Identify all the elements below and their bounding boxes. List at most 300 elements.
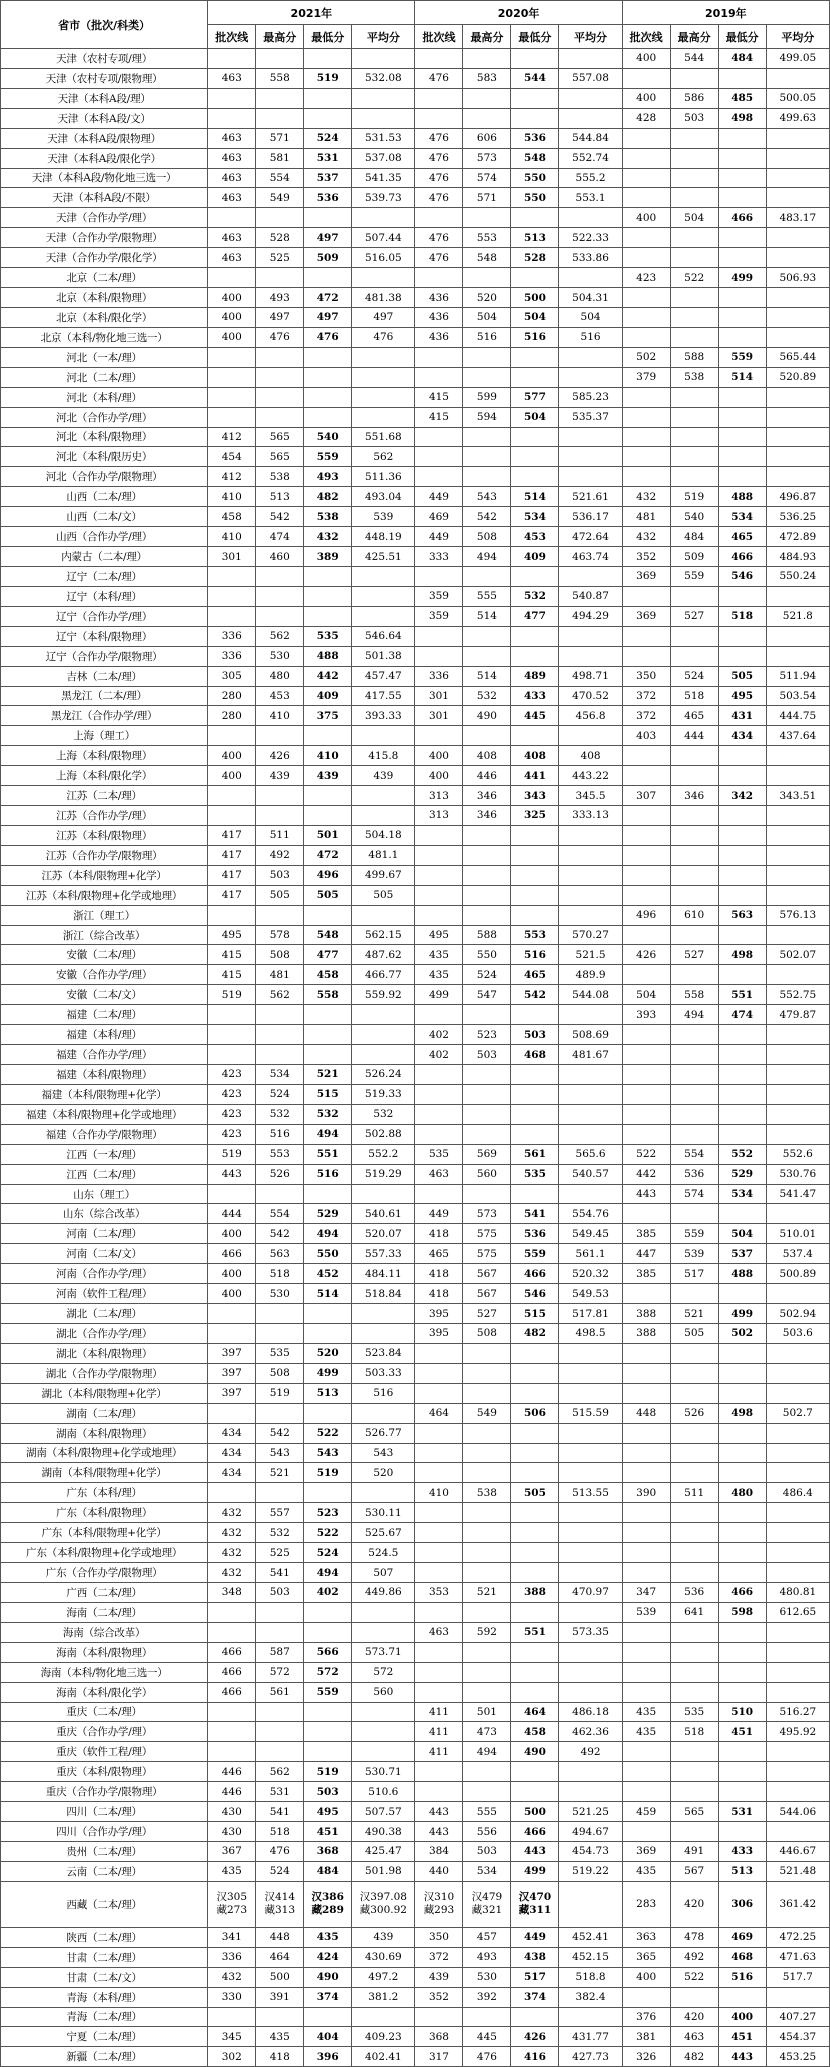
region-cell: 安徽（二本/理）	[1, 945, 208, 965]
batch-line-cell: 435	[208, 1861, 256, 1881]
min-score-cell	[718, 1782, 766, 1802]
max-score-cell: 610	[670, 905, 718, 925]
min-score-cell: 536	[304, 188, 352, 208]
batch-line-cell: 415	[415, 387, 463, 407]
avg-score-cell: 565.6	[559, 1144, 622, 1164]
table-row	[1, 1104, 830, 1124]
min-score-cell	[718, 1363, 766, 1383]
min-score-cell: 409	[511, 547, 559, 567]
table-row	[1, 1084, 830, 1104]
max-score-cell: 558	[256, 68, 304, 88]
min-score-cell: 538	[304, 507, 352, 527]
max-score-cell	[670, 1662, 718, 1682]
batch-line-cell: 400	[415, 746, 463, 766]
avg-score-cell	[559, 885, 622, 905]
batch-line-cell	[622, 1523, 670, 1543]
max-score-cell: 542	[256, 1423, 304, 1443]
table-row	[1, 68, 830, 88]
max-score-cell	[256, 905, 304, 925]
max-score-cell: 494	[670, 1005, 718, 1025]
subheader-avg-score: 平均分	[352, 25, 415, 49]
max-score-cell	[670, 766, 718, 786]
batch-line-cell: 365	[622, 1947, 670, 1967]
min-score-cell: 514	[511, 487, 559, 507]
avg-score-cell: 431.77	[559, 2027, 622, 2047]
avg-score-cell: 540.57	[559, 1164, 622, 1184]
batch-line-cell	[415, 1762, 463, 1782]
min-score-cell: 451	[718, 2027, 766, 2047]
batch-line-cell	[208, 1025, 256, 1045]
max-score-cell	[463, 2007, 511, 2027]
avg-score-cell	[766, 248, 829, 268]
max-score-cell	[463, 1463, 511, 1483]
max-score-cell: 473	[463, 1722, 511, 1742]
min-score-cell	[511, 1005, 559, 1025]
batch-line-cell: 443	[208, 1164, 256, 1184]
avg-score-cell: 525.67	[352, 1523, 415, 1543]
max-score-cell: 572	[256, 1662, 304, 1682]
min-score-cell: 497	[304, 228, 352, 248]
region-cell: 吉林（二本/理）	[1, 666, 208, 686]
max-score-cell: 526	[256, 1164, 304, 1184]
min-score-cell: 548	[511, 148, 559, 168]
batch-line-cell	[208, 1602, 256, 1622]
min-score-cell: 515	[511, 1304, 559, 1324]
min-score-cell: 515	[304, 1084, 352, 1104]
min-score-cell	[511, 2007, 559, 2027]
batch-line-cell	[622, 646, 670, 666]
max-score-cell: 500	[256, 1967, 304, 1987]
batch-line-cell	[208, 726, 256, 746]
max-score-cell: 525	[256, 1543, 304, 1563]
table-row	[1, 1383, 830, 1403]
avg-score-cell	[766, 1662, 829, 1682]
region-cell: 福建（本科/限物理+化学或地理）	[1, 1104, 208, 1124]
region-cell: 福建（本科/限物理）	[1, 1065, 208, 1085]
batch-line-cell: 415	[415, 407, 463, 427]
max-score-cell: 565	[256, 427, 304, 447]
min-score-cell: 518	[718, 606, 766, 626]
avg-score-cell: 499.05	[766, 49, 829, 69]
max-score-cell: 501	[463, 1702, 511, 1722]
region-cell: 天津（合作办学/限物理）	[1, 228, 208, 248]
batch-line-cell: 385	[622, 1224, 670, 1244]
table-row	[1, 1762, 830, 1782]
avg-score-cell	[352, 1622, 415, 1642]
batch-line-cell: 359	[415, 606, 463, 626]
region-cell: 福建（合作办学/限物理）	[1, 1124, 208, 1144]
table-row	[1, 1005, 830, 1025]
min-score-cell: 551	[304, 1144, 352, 1164]
max-score-cell	[463, 467, 511, 487]
avg-score-cell: 502.94	[766, 1304, 829, 1324]
avg-score-cell: 524.5	[352, 1543, 415, 1563]
batch-line-cell: 395	[415, 1304, 463, 1324]
max-score-cell: 536	[670, 1164, 718, 1184]
avg-score-cell: 497	[352, 307, 415, 327]
min-score-cell: 488	[718, 487, 766, 507]
max-score-cell: 509	[670, 547, 718, 567]
min-score-cell: 532	[304, 1104, 352, 1124]
min-score-cell: 550	[511, 168, 559, 188]
batch-line-cell: 400	[208, 766, 256, 786]
avg-score-cell: 519.29	[352, 1164, 415, 1184]
max-score-cell	[670, 467, 718, 487]
min-score-cell	[511, 1343, 559, 1363]
max-score-cell	[463, 845, 511, 865]
min-score-cell	[511, 1084, 559, 1104]
region-cell: 山西（二本/理）	[1, 487, 208, 507]
region-cell: 湖南（本科/限物理+化学）	[1, 1463, 208, 1483]
table-row	[1, 1324, 830, 1344]
avg-score-cell: 381.2	[352, 1987, 415, 2007]
avg-score-cell	[559, 347, 622, 367]
max-score-cell	[256, 108, 304, 128]
avg-score-cell	[766, 746, 829, 766]
batch-line-cell	[208, 566, 256, 586]
region-cell: 天津（本科A段/物化地三选一）	[1, 168, 208, 188]
min-score-cell: 535	[511, 1164, 559, 1184]
min-score-cell	[718, 885, 766, 905]
table-row	[1, 208, 830, 228]
table-row	[1, 865, 830, 885]
avg-score-cell: 570.27	[559, 925, 622, 945]
max-score-cell: 392	[463, 1987, 511, 2007]
avg-score-cell	[352, 1702, 415, 1722]
avg-score-cell: 393.33	[352, 706, 415, 726]
batch-line-cell	[415, 1383, 463, 1403]
max-score-cell	[256, 1304, 304, 1324]
max-score-cell: 538	[256, 467, 304, 487]
max-score-cell: 559	[670, 566, 718, 586]
max-score-cell: 531	[256, 1782, 304, 1802]
avg-score-cell	[352, 208, 415, 228]
batch-line-cell: 305	[208, 666, 256, 686]
max-score-cell: 522	[670, 1967, 718, 1987]
min-score-cell	[511, 1184, 559, 1204]
max-score-cell	[256, 1483, 304, 1503]
max-score-cell: 520	[463, 288, 511, 308]
max-score-cell: 530	[463, 1967, 511, 1987]
region-cell: 北京（本科/限物理）	[1, 288, 208, 308]
batch-line-cell	[208, 1184, 256, 1204]
batch-line-cell: 400	[415, 766, 463, 786]
max-score-cell	[670, 965, 718, 985]
batch-line-cell	[622, 128, 670, 148]
batch-line-cell: 400	[208, 327, 256, 347]
region-cell: 湖北（二本/理）	[1, 1304, 208, 1324]
min-score-cell: 466	[511, 1822, 559, 1842]
batch-line-cell: 417	[208, 865, 256, 885]
region-cell: 江苏（二本/理）	[1, 786, 208, 806]
batch-line-cell	[622, 1343, 670, 1363]
region-cell: 河南（二本/文）	[1, 1244, 208, 1264]
avg-score-cell: 425.51	[352, 547, 415, 567]
max-score-cell: 476	[256, 327, 304, 347]
avg-score-cell	[766, 188, 829, 208]
batch-line-cell: 430	[208, 1802, 256, 1822]
table-row	[1, 2007, 830, 2027]
avg-score-cell: 549.45	[559, 1224, 622, 1244]
table-row	[1, 327, 830, 347]
max-score-cell	[256, 786, 304, 806]
min-score-cell	[718, 387, 766, 407]
avg-score-cell	[352, 905, 415, 925]
max-score-cell	[256, 586, 304, 606]
min-score-cell: 516	[511, 327, 559, 347]
region-cell: 北京（本科/物化地三选一）	[1, 327, 208, 347]
batch-line-cell: 423	[622, 268, 670, 288]
batch-line-cell: 464	[415, 1403, 463, 1423]
table-row	[1, 1304, 830, 1324]
min-score-cell: 500	[511, 288, 559, 308]
min-score-cell	[511, 1602, 559, 1622]
min-score-cell: 482	[304, 487, 352, 507]
batch-line-cell	[622, 447, 670, 467]
avg-score-cell: 502.07	[766, 945, 829, 965]
avg-score-cell	[352, 387, 415, 407]
avg-score-cell	[766, 1503, 829, 1523]
min-score-cell: 520	[304, 1343, 352, 1363]
min-score-cell: 400	[718, 2007, 766, 2027]
max-score-cell: 524	[670, 666, 718, 686]
table-row	[1, 766, 830, 786]
subheader-min-score: 最低分	[511, 25, 559, 49]
min-score-cell: 499	[718, 1304, 766, 1324]
min-score-cell: 443	[718, 2047, 766, 2067]
avg-score-cell	[559, 1084, 622, 1104]
min-score-cell	[718, 1124, 766, 1144]
max-score-cell: 503	[463, 1841, 511, 1861]
table-row	[1, 1264, 830, 1284]
batch-line-cell	[622, 427, 670, 447]
subheader-batch-line: 批次线	[208, 25, 256, 49]
avg-score-cell	[352, 566, 415, 586]
batch-line-cell	[415, 1065, 463, 1085]
max-score-cell: 524	[463, 965, 511, 985]
max-score-cell: 484	[670, 527, 718, 547]
region-cell: 重庆（二本/理）	[1, 1702, 208, 1722]
batch-line-cell: 400	[622, 88, 670, 108]
max-score-cell: 505	[670, 1324, 718, 1344]
min-score-cell	[718, 865, 766, 885]
min-score-cell: 343	[511, 786, 559, 806]
batch-line-cell: 410	[415, 1483, 463, 1503]
min-score-cell	[304, 566, 352, 586]
table-row	[1, 49, 830, 69]
max-score-cell: 532	[256, 1523, 304, 1543]
avg-score-cell: 457.47	[352, 666, 415, 686]
avg-score-cell	[352, 786, 415, 806]
max-score-cell	[256, 1722, 304, 1742]
max-score-cell: 562	[256, 985, 304, 1005]
avg-score-cell: 502.88	[352, 1124, 415, 1144]
max-score-cell: 524	[256, 1861, 304, 1881]
region-cell: 山东（综合改革）	[1, 1204, 208, 1224]
max-score-cell: 521	[670, 1304, 718, 1324]
max-score-cell	[670, 1563, 718, 1583]
min-score-cell: 504	[511, 407, 559, 427]
table-row	[1, 527, 830, 547]
min-score-cell: 441	[511, 766, 559, 786]
avg-score-cell	[352, 367, 415, 387]
max-score-cell: 544	[670, 49, 718, 69]
avg-score-cell: 557.33	[352, 1244, 415, 1264]
batch-line-cell	[622, 885, 670, 905]
batch-line-cell: 400	[208, 307, 256, 327]
batch-line-cell	[622, 387, 670, 407]
batch-line-cell: 447	[622, 1244, 670, 1264]
max-score-cell: 346	[463, 806, 511, 826]
avg-score-cell: 526.77	[352, 1423, 415, 1443]
min-score-cell: 496	[304, 865, 352, 885]
avg-score-cell	[559, 626, 622, 646]
max-score-cell	[670, 746, 718, 766]
min-score-cell	[511, 1682, 559, 1702]
batch-line-cell: 476	[415, 68, 463, 88]
max-score-cell	[670, 1742, 718, 1762]
region-cell: 甘肃（二本/理）	[1, 1947, 208, 1967]
max-score-cell: 573	[463, 148, 511, 168]
avg-score-cell	[766, 885, 829, 905]
max-score-cell	[463, 885, 511, 905]
max-score-cell	[256, 367, 304, 387]
table-row	[1, 387, 830, 407]
batch-line-cell	[622, 965, 670, 985]
avg-score-cell	[559, 1124, 622, 1144]
min-score-cell: 546	[718, 566, 766, 586]
min-score-cell: 537	[304, 168, 352, 188]
region-cell: 天津（本科A段/不限）	[1, 188, 208, 208]
min-score-cell	[718, 1045, 766, 1065]
batch-line-cell: 432	[208, 1543, 256, 1563]
batch-line-cell: 369	[622, 566, 670, 586]
avg-score-cell	[766, 1523, 829, 1543]
min-score-cell	[511, 1762, 559, 1782]
min-score-cell	[718, 427, 766, 447]
avg-score-cell	[559, 1423, 622, 1443]
batch-line-cell: 402	[415, 1045, 463, 1065]
max-score-cell: 494	[463, 547, 511, 567]
min-score-cell: 577	[511, 387, 559, 407]
max-score-cell: 448	[256, 1927, 304, 1947]
min-score-cell	[511, 1443, 559, 1463]
region-cell: 北京（二本/理）	[1, 268, 208, 288]
avg-score-cell: 537.08	[352, 148, 415, 168]
max-score-cell: 538	[463, 1483, 511, 1503]
avg-score-cell: 503.33	[352, 1363, 415, 1383]
min-score-cell	[511, 865, 559, 885]
min-score-cell	[511, 1383, 559, 1403]
max-score-cell	[256, 88, 304, 108]
batch-line-cell: 465	[415, 1244, 463, 1264]
batch-line-cell: 372	[622, 706, 670, 726]
batch-line-cell: 341	[208, 1927, 256, 1947]
batch-line-cell: 463	[208, 148, 256, 168]
table-row	[1, 1662, 830, 1682]
max-score-cell: 490	[463, 706, 511, 726]
batch-line-cell	[415, 447, 463, 467]
min-score-cell: 536	[511, 1224, 559, 1244]
min-score-cell: 553	[511, 925, 559, 945]
min-score-cell: 514	[718, 367, 766, 387]
batch-line-cell	[208, 786, 256, 806]
avg-score-cell: 472.64	[559, 527, 622, 547]
min-score-cell: 466	[718, 1582, 766, 1602]
max-score-cell	[463, 1184, 511, 1204]
min-score-cell: 497	[304, 307, 352, 327]
min-score-cell	[304, 1304, 352, 1324]
avg-score-cell: 479.87	[766, 1005, 829, 1025]
avg-score-cell: 520.32	[559, 1264, 622, 1284]
batch-line-cell: 302	[208, 2047, 256, 2067]
region-cell: 浙江（综合改革）	[1, 925, 208, 945]
batch-line-cell: 423	[208, 1104, 256, 1124]
avg-score-cell	[766, 1084, 829, 1104]
max-score-cell	[670, 885, 718, 905]
max-score-cell: 508	[256, 945, 304, 965]
max-score-cell: 574	[463, 168, 511, 188]
avg-score-cell: 498.71	[559, 666, 622, 686]
max-score-cell	[256, 1005, 304, 1025]
min-score-cell: 472	[304, 845, 352, 865]
avg-score-cell	[559, 1343, 622, 1363]
batch-line-cell: 481	[622, 507, 670, 527]
batch-line-cell: 436	[415, 307, 463, 327]
avg-score-cell: 490.38	[352, 1822, 415, 1842]
max-score-cell	[463, 1682, 511, 1702]
avg-score-cell: 544.08	[559, 985, 622, 1005]
min-score-cell	[718, 845, 766, 865]
avg-score-cell	[559, 1065, 622, 1085]
min-score-cell: 472	[304, 288, 352, 308]
avg-score-cell: 456.8	[559, 706, 622, 726]
min-score-cell	[304, 1722, 352, 1742]
avg-score-cell	[559, 467, 622, 487]
avg-score-cell: 481.67	[559, 1045, 622, 1065]
min-score-cell	[718, 746, 766, 766]
batch-line-cell	[208, 586, 256, 606]
avg-score-cell	[766, 1383, 829, 1403]
batch-line-cell: 411	[415, 1722, 463, 1742]
min-score-cell: 494	[304, 1563, 352, 1583]
table-row	[1, 1582, 830, 1602]
batch-line-cell	[415, 1563, 463, 1583]
avg-score-cell	[559, 566, 622, 586]
min-score-cell: 548	[304, 925, 352, 945]
batch-line-cell: 280	[208, 686, 256, 706]
batch-line-cell: 400	[208, 288, 256, 308]
min-score-cell: 408	[511, 746, 559, 766]
batch-line-cell	[208, 1622, 256, 1642]
max-score-cell: 474	[256, 527, 304, 547]
avg-score-cell: 502.7	[766, 1403, 829, 1423]
batch-line-cell	[415, 1602, 463, 1622]
batch-line-cell	[208, 2007, 256, 2027]
avg-score-cell	[766, 1204, 829, 1224]
avg-score-cell: 585.23	[559, 387, 622, 407]
min-score-cell: 402	[304, 1582, 352, 1602]
table-row	[1, 606, 830, 626]
max-score-cell: 532	[256, 1104, 304, 1124]
max-score-cell: 508	[256, 1363, 304, 1383]
min-score-cell	[511, 208, 559, 228]
min-score-cell: 342	[718, 786, 766, 806]
batch-line-cell	[622, 1762, 670, 1782]
table-row	[1, 1927, 830, 1947]
region-cell: 辽宁（本科/理）	[1, 586, 208, 606]
subheader-avg-score: 平均分	[766, 25, 829, 49]
